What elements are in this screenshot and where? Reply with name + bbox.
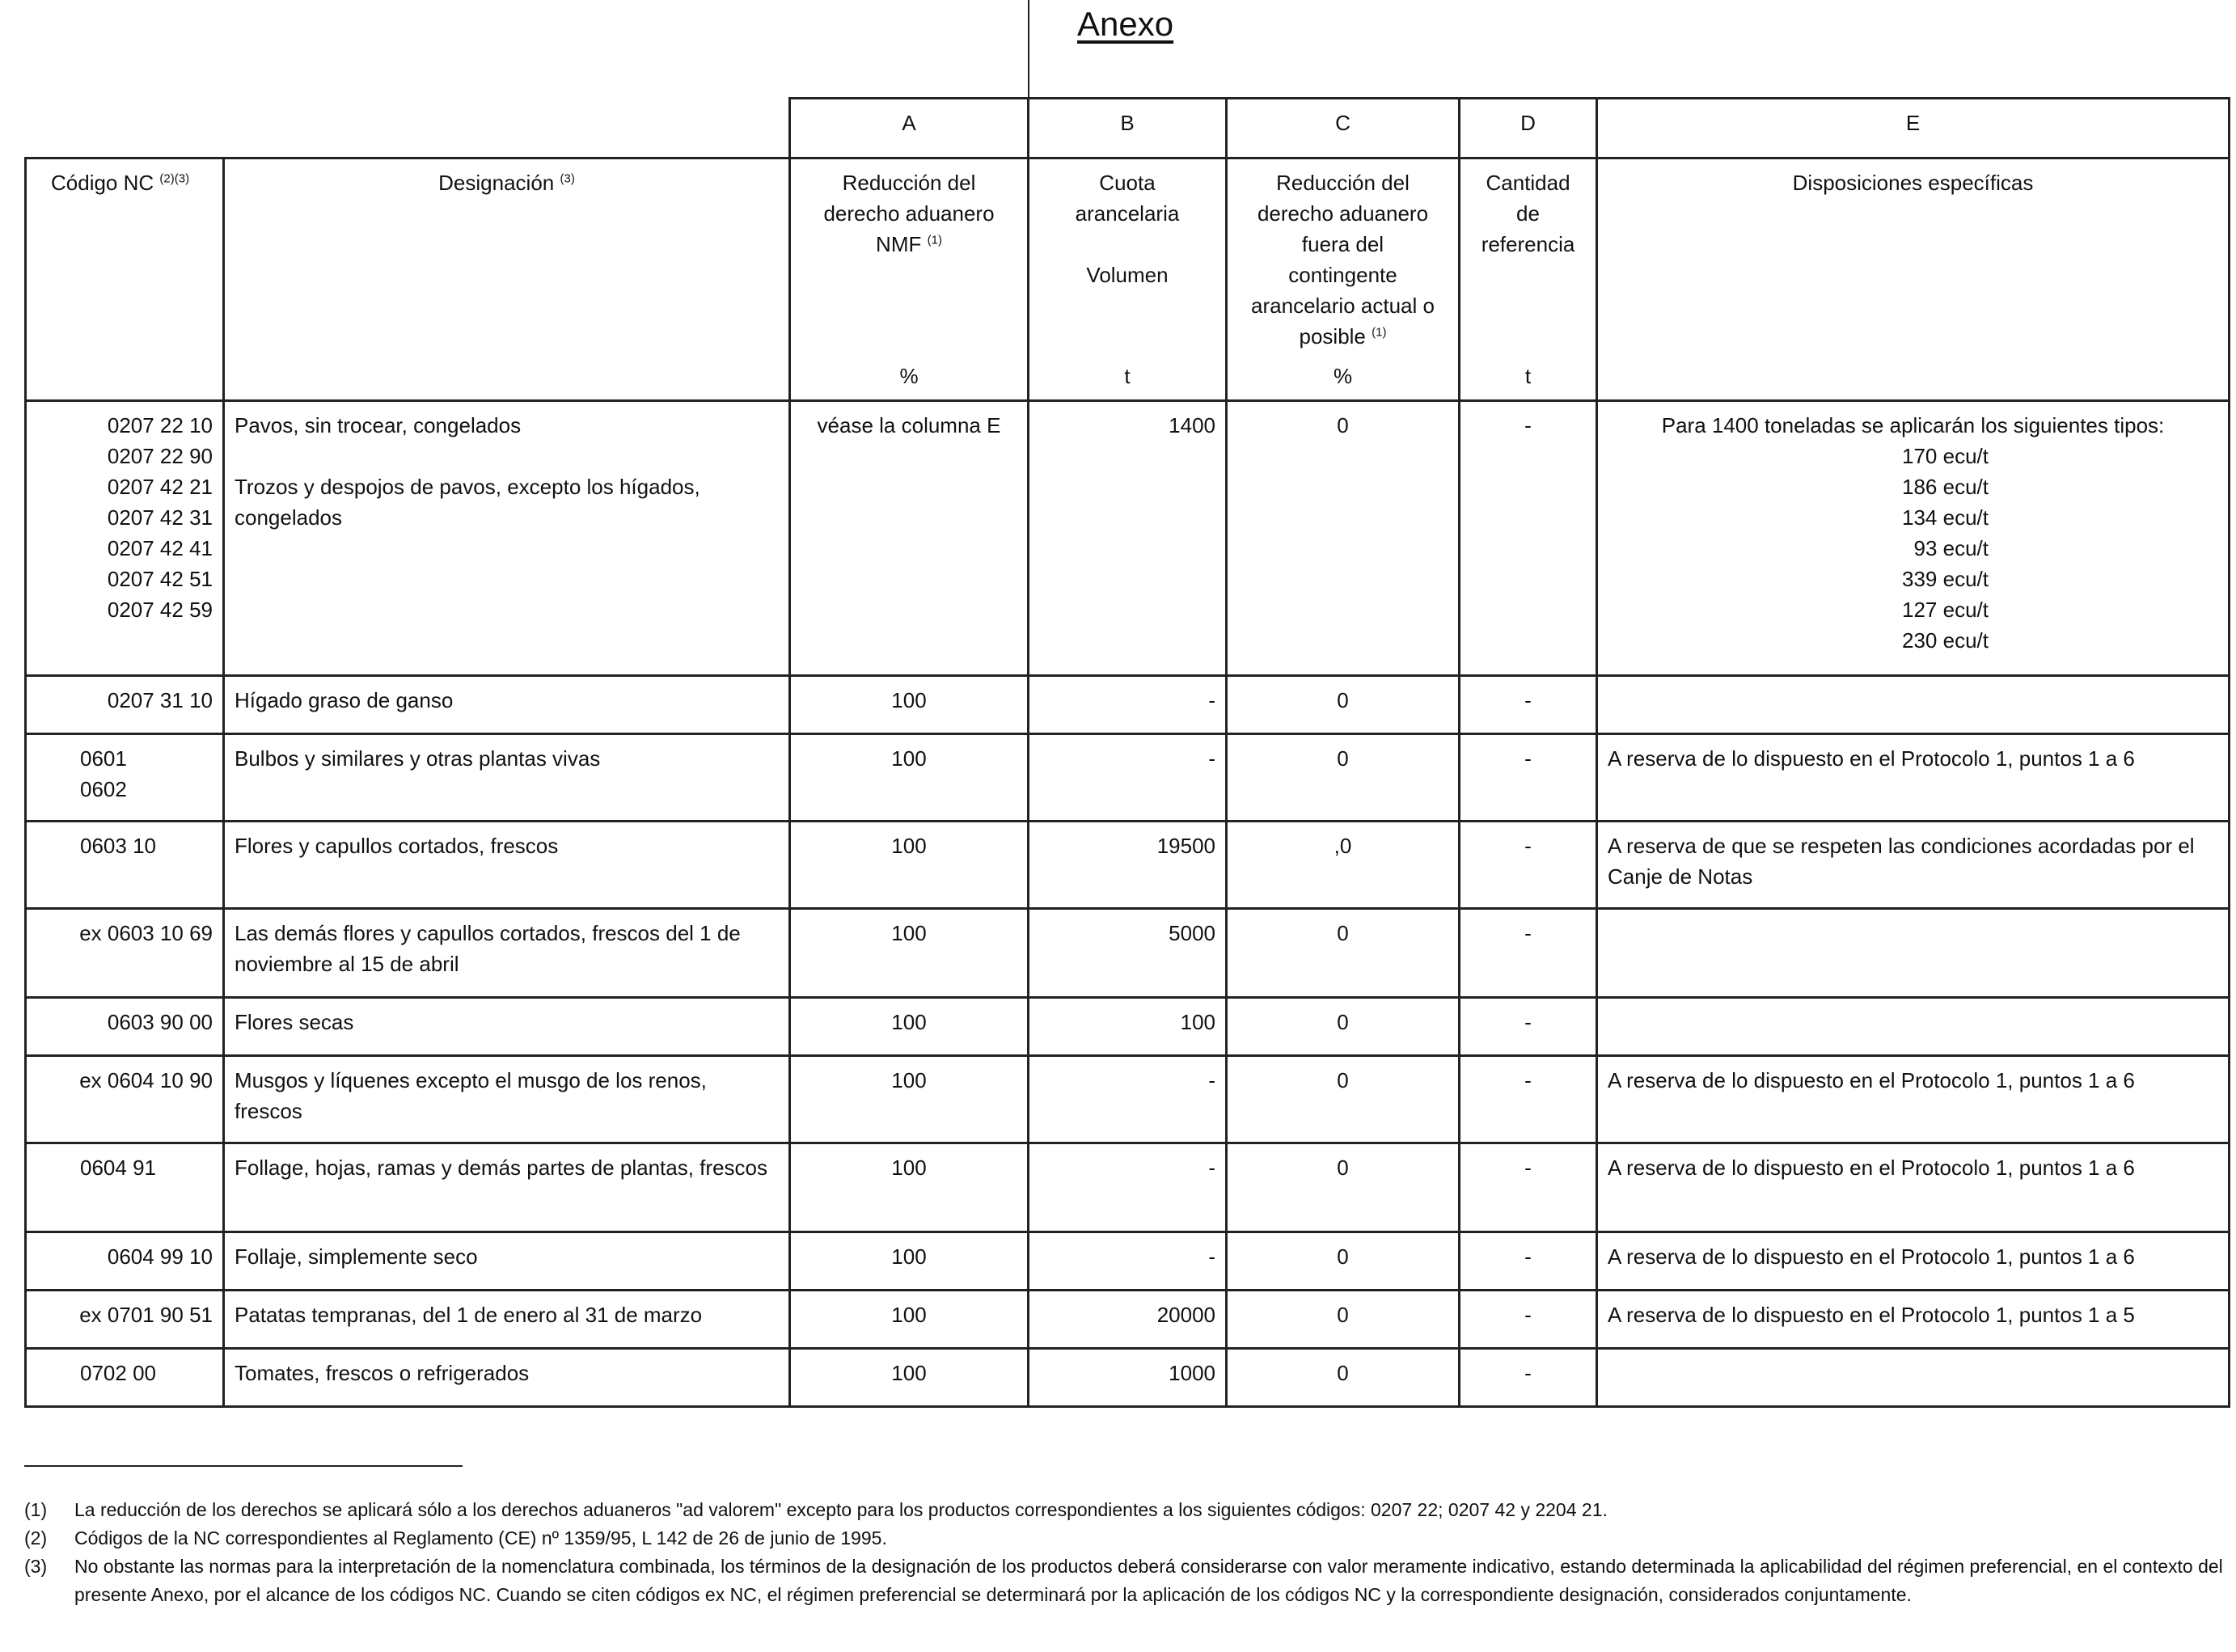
table-row <box>26 822 2230 909</box>
footnote-ref: (1) <box>1372 325 1387 340</box>
col-d-cell: - <box>1460 676 1597 734</box>
footnote-text: La reducción de los derechos se aplicará sólo a los derechos aduaneros "ad valorem" excepto para los productos correspondientes a los siguientes códigos: 0207 22; 0207 42 y 2204 21. <box>74 1499 1608 1520</box>
column-letters-row <box>26 99 2230 158</box>
col-e-cell: A reserva de lo dispuesto en el Protocolo 1, puntos 1 a 6 <box>1597 1056 2230 1143</box>
table-row <box>26 676 2230 734</box>
col-d-cell: - <box>1460 1349 1597 1407</box>
col-b-cell: - <box>1029 1232 1227 1291</box>
col-e-cell <box>1597 676 2230 734</box>
col-c-cell: 0 <box>1227 998 1460 1056</box>
col-d-cell: - <box>1460 734 1597 822</box>
table-row <box>26 1349 2230 1407</box>
nc-code-cell: ex 0604 10 90 <box>26 1056 224 1143</box>
footnote-divider <box>24 1465 463 1467</box>
footnotes <box>24 1496 2232 1609</box>
col-c-cell: 0 <box>1227 1232 1460 1291</box>
table-row <box>26 734 2230 822</box>
col-d-cell: - <box>1460 1291 1597 1349</box>
column-letter-c: C <box>1227 99 1460 158</box>
col-d-cell: - <box>1460 822 1597 909</box>
col-d-cell: - <box>1460 1143 1597 1232</box>
nc-code-cell: 0603 90 00 <box>26 998 224 1056</box>
nc-code-cell: 0601 0602 <box>26 734 224 822</box>
page-title: Anexo <box>1077 5 1174 43</box>
col-a-cell: 100 <box>790 909 1029 998</box>
column-header-a: Reducción del derecho aduanero NMF $^{(1)}$ % <box>790 158 1029 401</box>
col-e-cell: A reserva de lo dispuesto en el Protocolo 1, puntos 1 a 6 <box>1597 1143 2230 1232</box>
unit-label: t <box>1524 364 1532 388</box>
col-e-cell: A reserva de lo dispuesto en el Protocolo 1, puntos 1 a 6 <box>1597 1232 2230 1291</box>
footnote-mark: (1) <box>24 1499 48 1520</box>
nc-code-cell: 0603 10 <box>26 822 224 909</box>
designation-cell: Bulbos y similares y otras plantas vivas <box>224 734 790 822</box>
col-a-cell: 100 <box>790 1349 1029 1407</box>
col-a-cell: 100 <box>790 1056 1029 1143</box>
col-a-cell: 100 <box>790 1143 1029 1232</box>
designation-cell: Flores secas <box>224 998 790 1056</box>
col-b-cell: 5000 <box>1029 909 1227 998</box>
footnote-ref: (3) <box>560 171 575 186</box>
table-row <box>26 401 2230 676</box>
designation-cell: Patatas tempranas, del 1 de enero al 31 de marzo <box>224 1291 790 1349</box>
column-header-code: Código NC $^{(2)(3)}$ <box>26 158 224 401</box>
col-c-cell: 0 <box>1227 401 1460 676</box>
nc-code-cell: 0702 00 <box>26 1349 224 1407</box>
column-header-c: Reducción del derecho aduanero fuera del contingente arancelario actual o posible $^{(1)}$ % <box>1227 158 1460 401</box>
col-a-cell: 100 <box>790 1291 1029 1349</box>
column-letter-e: E <box>1597 99 2230 158</box>
col-c-cell: 0 <box>1227 1291 1460 1349</box>
column-header-d: Cantidad de referencia t <box>1460 158 1597 401</box>
col-e-cell: A reserva de que se respeten las condiciones acordadas por el Canje de Notas <box>1597 822 2230 909</box>
col-e-cell: A reserva de lo dispuesto en el Protocolo 1, puntos 1 a 6 <box>1597 734 2230 822</box>
col-c-cell: 0 <box>1227 1056 1460 1143</box>
table-row <box>26 909 2230 998</box>
nc-code-cell: 0207 22 10 0207 22 90 0207 42 21 0207 42 31 0207 42 41 0207 42 51 0207 42 59 <box>26 401 224 676</box>
col-e-cell <box>1597 1349 2230 1407</box>
col-e-cell <box>1597 998 2230 1056</box>
footnote-3 <box>24 1553 2232 1609</box>
col-a-cell: 100 <box>790 998 1029 1056</box>
designation-cell: Flores y capullos cortados, frescos <box>224 822 790 909</box>
unit-label: t <box>1124 364 1131 388</box>
col-c-cell: 0 <box>1227 909 1460 998</box>
designation-cell: Follaje, simplemente seco <box>224 1232 790 1291</box>
unit-label: % <box>899 364 919 388</box>
col-a-cell: 100 <box>790 1232 1029 1291</box>
footnote-text: No obstante las normas para la interpretación de la nomenclatura combinada, los términos de la designación de los productos deberá considerarse con valor meramente indicativo, estando determinada la aplicabilidad del régimen preferencial, en el contexto del presente Anexo, por el alcance de los códigos NC. Cuando se citen códigos ex NC, el régimen preferencial se determinará por la aplicación de los códigos NC y la correspondiente designación, considerados conjuntamente. <box>74 1556 2223 1605</box>
col-b-cell: - <box>1029 1056 1227 1143</box>
nc-code-cell: ex 0603 10 69 <box>26 909 224 998</box>
col-e-cell: A reserva de lo dispuesto en el Protocolo 1, puntos 1 a 5 <box>1597 1291 2230 1349</box>
nc-code-cell: ex 0701 90 51 <box>26 1291 224 1349</box>
col-a-cell: véase la columna E <box>790 401 1029 676</box>
nc-code-cell: 0207 31 10 <box>26 676 224 734</box>
rate-list: 170 ecu/t 186 ecu/t 134 ecu/t 93 ecu/t 339 ecu/t 127 ecu/t 230 ecu/t <box>1902 444 1989 653</box>
footnote-text: Códigos de la NC correspondientes al Reglamento (CE) nº 1359/95, L 142 de 26 de junio de 1995. <box>74 1527 887 1548</box>
designation-cell: Tomates, frescos o refrigerados <box>224 1349 790 1407</box>
column-letter-d: D <box>1460 99 1597 158</box>
col-a-cell: 100 <box>790 676 1029 734</box>
column-header-designation: Designación $^{(3)}$ <box>224 158 790 401</box>
col-c-cell: 0 <box>1227 1143 1460 1232</box>
nc-code-cell: 0604 99 10 <box>26 1232 224 1291</box>
col-b-cell: - <box>1029 676 1227 734</box>
col-b-cell: 19500 <box>1029 822 1227 909</box>
col-c-cell: 0 <box>1227 734 1460 822</box>
table-row <box>26 1291 2230 1349</box>
designation-cell: Hígado graso de ganso <box>224 676 790 734</box>
col-b-cell: 1400 <box>1029 401 1227 676</box>
col-a-cell: 100 <box>790 822 1029 909</box>
footnote-ref: (1) <box>927 233 942 247</box>
col-d-cell: - <box>1460 1056 1597 1143</box>
footnote-2 <box>24 1524 2232 1553</box>
col-d-cell: - <box>1460 909 1597 998</box>
col-e-cell: Para 1400 toneladas se aplicarán los siguientes tipos: 170 ecu/t 186 ecu/t 134 ecu/t 93 ecu/t 339 ecu/t 127 ecu/t 230 ecu/t <box>1597 401 2230 676</box>
table-row <box>26 1232 2230 1291</box>
footnote-ref: (2)(3) <box>159 171 190 186</box>
footnote-1 <box>24 1496 2232 1524</box>
col-b-cell: 100 <box>1029 998 1227 1056</box>
col-d-cell: - <box>1460 998 1597 1056</box>
footnote-mark: (2) <box>24 1527 48 1548</box>
col-b-cell: - <box>1029 1143 1227 1232</box>
designation-cell: Follage, hojas, ramas y demás partes de plantas, frescos <box>224 1143 790 1232</box>
column-letter-b: B <box>1029 99 1227 158</box>
column-header-b: Cuota arancelaria Volumen t <box>1029 158 1227 401</box>
col-c-cell: 0 <box>1227 1349 1460 1407</box>
column-letter-a: A <box>790 99 1029 158</box>
col-b-cell: 20000 <box>1029 1291 1227 1349</box>
col-d-cell: - <box>1460 1232 1597 1291</box>
nc-code-cell: 0604 91 <box>26 1143 224 1232</box>
col-b-cell: - <box>1029 734 1227 822</box>
designation-cell: Las demás flores y capullos cortados, frescos del 1 de noviembre al 15 de abril <box>224 909 790 998</box>
col-a-cell: 100 <box>790 734 1029 822</box>
footnote-mark: (3) <box>24 1556 48 1577</box>
top-divider <box>1028 0 1029 97</box>
table-row <box>26 1056 2230 1143</box>
col-c-cell: ,0 <box>1227 822 1460 909</box>
column-header-e: Disposiciones específicas <box>1597 158 2230 401</box>
designation-cell: Musgos y líquenes excepto el musgo de los renos, frescos <box>224 1056 790 1143</box>
annex-table <box>24 97 2230 1408</box>
col-b-cell: 1000 <box>1029 1349 1227 1407</box>
table-row <box>26 998 2230 1056</box>
designation-cell: Pavos, sin trocear, congelados Trozos y despojos de pavos, excepto los hígados, congelados <box>224 401 790 676</box>
col-d-cell: - <box>1460 401 1597 676</box>
unit-label: % <box>1333 364 1353 388</box>
col-e-cell <box>1597 909 2230 998</box>
table-row <box>26 1143 2230 1232</box>
col-c-cell: 0 <box>1227 676 1460 734</box>
column-headers-row <box>26 158 2230 401</box>
